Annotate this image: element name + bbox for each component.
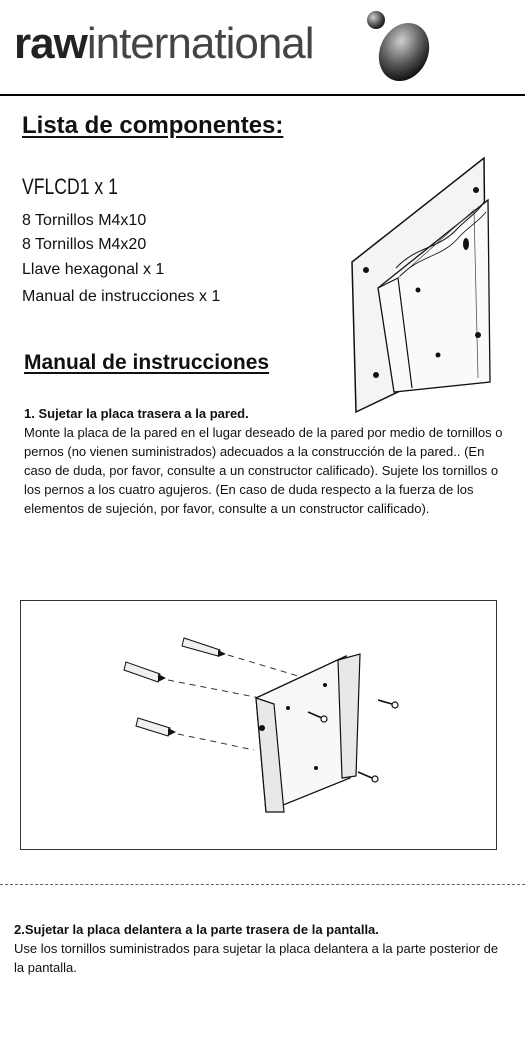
component-item-4: Manual de instrucciones x 1 (22, 288, 221, 305)
component-item-1: 8 Tornillos M4x10 (22, 212, 147, 229)
logo-mark-icon (362, 4, 432, 84)
step2-text: Use los tornillos suministrados para sujetar la placa delantera a la parte posterior de la pantalla. (14, 941, 499, 975)
component-item-2: 8 Tornillos M4x20 (22, 236, 147, 253)
mounting-diagram (20, 600, 495, 848)
model-line: VFLCD1 x 1 (22, 174, 118, 199)
step1-title: 1. Sujetar la placa trasera a la pared. (24, 406, 249, 421)
step2-block (14, 920, 504, 977)
wall-plate-illustration (338, 150, 508, 420)
logo-light-text: international (86, 19, 314, 68)
component-item-3: Llave hexagonal x 1 (22, 261, 165, 278)
header-rule (0, 94, 525, 96)
section-divider (0, 884, 525, 885)
step2-title: 2.Sujetar la placa delantera a la parte trasera de la pantalla. (14, 922, 379, 937)
step1-block (24, 404, 504, 518)
components-heading: Lista de componentes: (22, 112, 284, 139)
logo-bold-text: raw (14, 19, 87, 68)
step1-text: Monte la placa de la pared en el lugar deseado de la pared por medio de tornillos o pernos (no vienen suministrados) adecuados a la construcción de la pared.. (En caso de duda, por favor, consulte a un constructor calificado). Sujete los tornillos o los pernos a los cuatro agujeros. (En caso de duda respecto a la fuerza de los elementos de sujeción, por favor, consulte a un constructor calificado). (24, 425, 503, 516)
brand-logo (14, 19, 314, 68)
instructions-heading: Manual de instrucciones (24, 351, 270, 374)
